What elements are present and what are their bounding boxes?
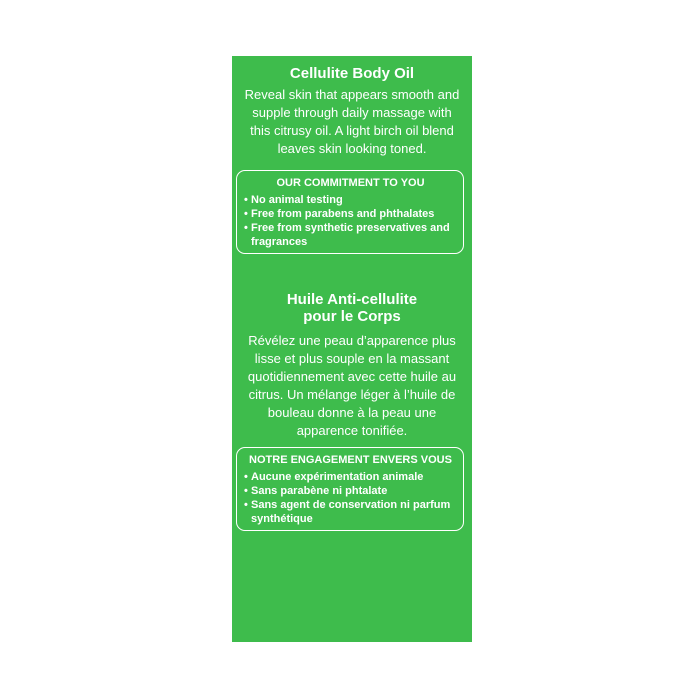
- description-line: this citrusy oil. A light birch oil blend: [250, 123, 454, 138]
- description-line: Reveal skin that appears smooth and: [244, 87, 460, 102]
- bullet-icon: •: [244, 222, 248, 234]
- title-line: Huile Anti-cellulite: [286, 291, 418, 308]
- commitment-title-en: OUR COMMITMENT TO YOU: [276, 177, 425, 189]
- commitment-text: No animal testing: [251, 194, 343, 206]
- bullet-icon: •: [244, 471, 248, 483]
- bullet-icon: •: [244, 485, 248, 497]
- description-line: citrus. Un mélange léger à l’huile de: [248, 387, 456, 402]
- list-item: [244, 193, 457, 207]
- commitment-text: Free from synthetic preservatives and fragrances: [251, 222, 450, 248]
- commitment-box-fr: [236, 447, 464, 531]
- product-title-fr: [232, 291, 472, 325]
- list-item: [244, 470, 457, 484]
- product-description-en: [236, 86, 468, 158]
- description-line: supple through daily massage with: [252, 105, 452, 120]
- commitment-list-fr: [244, 470, 457, 526]
- commitment-text: Aucune expérimentation animale: [251, 471, 424, 483]
- title-line: pour le Corps: [303, 308, 401, 325]
- description-line: apparence tonifiée.: [296, 423, 408, 438]
- commitment-title-fr: NOTRE ENGAGEMENT ENVERS VOUS: [249, 454, 452, 466]
- bullet-icon: •: [244, 208, 248, 220]
- bullet-icon: •: [244, 499, 248, 511]
- product-label-panel: [232, 56, 472, 642]
- product-description-fr: [236, 332, 468, 440]
- commitment-box-en: [236, 170, 464, 254]
- commitment-text: Sans agent de conservation ni parfum synthétique: [251, 499, 451, 525]
- description-line: lisse et plus souple en la massant: [254, 351, 450, 366]
- list-item: [244, 221, 457, 249]
- description-line: leaves skin looking toned.: [277, 141, 427, 156]
- bullet-icon: •: [244, 194, 248, 206]
- list-item: [244, 207, 457, 221]
- commitment-list-en: [244, 193, 457, 249]
- description-line: Révélez une peau d’apparence plus: [248, 333, 456, 348]
- commitment-text: Free from parabens and phthalates: [251, 208, 435, 220]
- description-line: bouleau donne à la peau une: [267, 405, 437, 420]
- product-title-en: Cellulite Body Oil: [289, 65, 415, 82]
- description-line: quotidiennement avec cette huile au: [247, 369, 457, 384]
- commitment-text: Sans parabène ni phtalate: [251, 485, 388, 497]
- list-item: [244, 484, 457, 498]
- list-item: [244, 498, 457, 526]
